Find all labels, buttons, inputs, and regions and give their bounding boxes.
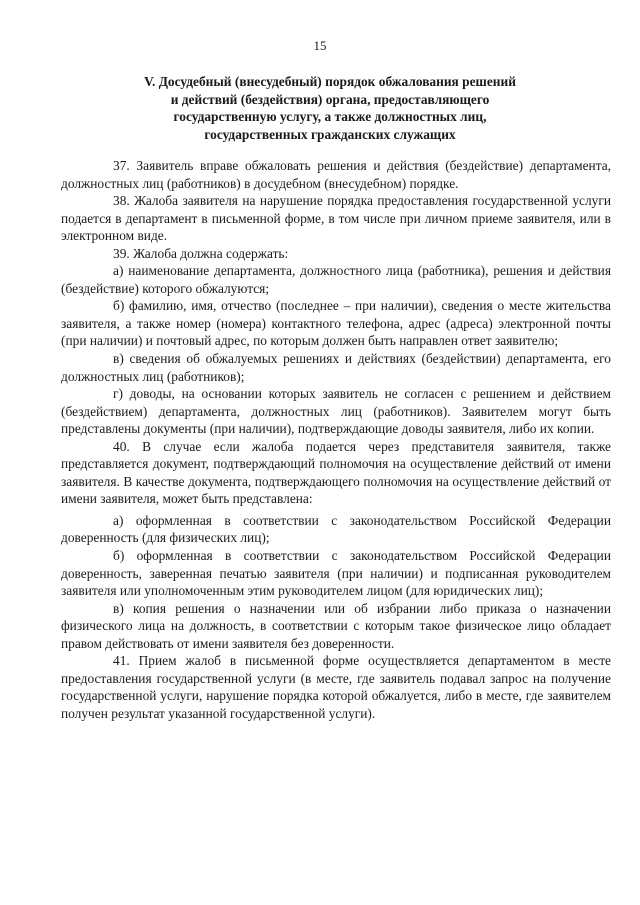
paragraph-41: 41. Прием жалоб в письменной форме осуществляется департаментом в месте предоставления государственной услуги (в месте, где заявитель подавал запрос на получение государственной услуги, нарушение порядка которой обжалуется, либо в месте, где заявителем получен результат указанной государственной услуги). [61,653,611,721]
section-heading-line: и действий (бездействия) органа, предоставляющего [170,91,490,107]
page-number: 15 [313,38,327,53]
paragraph-39-v: в) сведения об обжалуемых решениях и действиях (бездействии) департамента, его должностных лиц (работников); [61,351,611,384]
paragraph-39: 39. Жалоба должна содержать: [113,245,289,261]
paragraph-40-a: а) оформленная в соответствии с законодательством Российской Федерации доверенность (для физических лиц); [61,512,611,546]
paragraph-39-a: а) наименование департамента, должностного лица (работника), решения и действия (бездействие) которого обжалуются; [61,263,611,296]
paragraph-40: 40. В случае если жалоба подается через представителя заявителя, также представляется документ, подтверждающий полномочия на осуществление действий от имени заявителя. В качестве документа, подтверждающего полномочия на осуществление действий от имени заявителя, может быть представлена: [61,438,611,507]
paragraph-40-b: б) оформленная в соответствии с законодательством Российской Федерации доверенность, заверенная печатью заявителя (при наличии) и подписанная руководителем заявителя или уполномоченным этим руководителем лицом (для юридических лиц); [61,548,611,599]
section-heading [100,73,560,143]
paragraph-39-b: б) фамилию, имя, отчество (последнее – при наличии), сведения о месте жительства заявителя, а также номер (номера) контактного телефона, адрес (адреса) электронной почты (при наличии) и почтовый адрес, по которым должен быть направлен ответ заявителю; [61,298,611,349]
paragraph-38: 38. Жалоба заявителя на нарушение порядка предоставления государственной услуги подается в департамент в письменной форме, в том числе при личном приеме заявителя, или в электронном виде. [61,193,611,244]
section-heading-line: государственных гражданских служащих [204,126,456,142]
paragraph-39-g: г) доводы, на основании которых заявитель не согласен с решением и действием (бездействием) департамента, должностных лиц (работников). Заявителем могут быть представлены документы (при наличии), подтверждающие доводы заявителя, либо их копии. [61,386,611,437]
body-text [61,157,611,723]
section-heading-line: V. Досудебный (внесудебный) порядок обжалования решений [144,74,516,89]
paragraph-37: 37. Заявитель вправе обжаловать решения и действия (бездействие) департамента, должностных лиц (работников) в досудебном (внесудебном) порядке. [61,158,611,191]
paragraph-40-v: в) копия решения о назначении или об избрании либо приказа о назначении физического лица на должность, в соответствии с которым такое физическое лицо обладает правом действовать от имени заявителя без доверенности. [61,600,611,651]
section-heading-line: государственную услугу, а также должностных лиц, [173,109,487,124]
